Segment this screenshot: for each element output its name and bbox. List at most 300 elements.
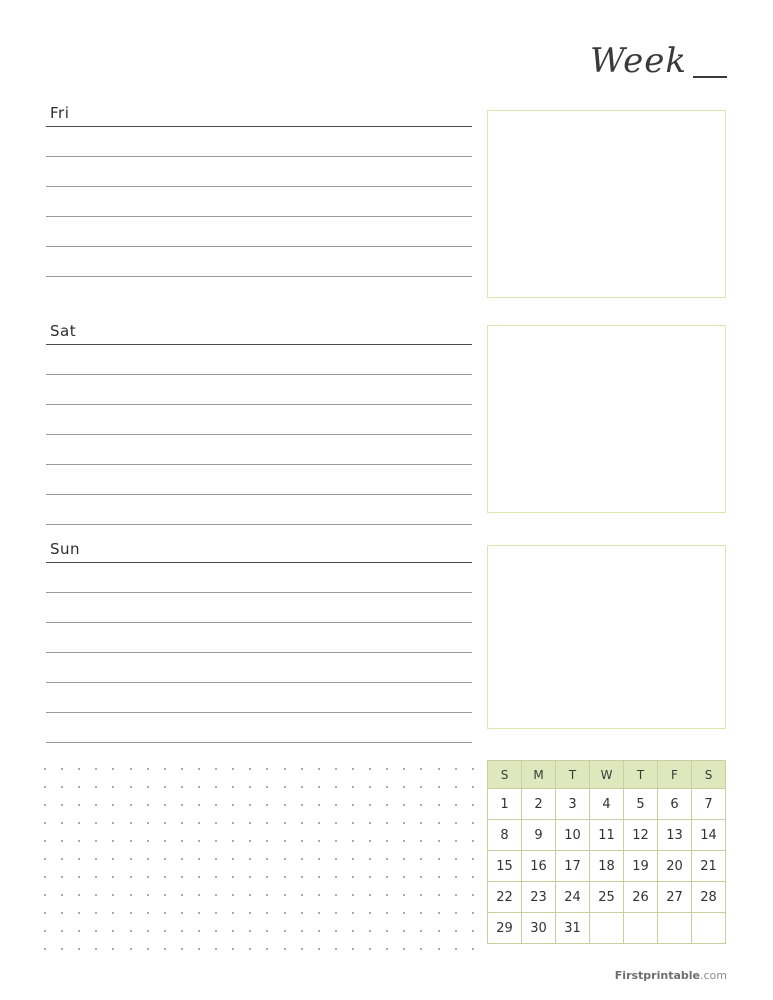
grid-dot	[284, 876, 286, 878]
grid-dot	[95, 894, 97, 896]
day-block-fri	[46, 104, 472, 277]
grid-dot	[301, 768, 303, 770]
grid-dot	[181, 876, 183, 878]
calendar-day-cell[interactable]: 26	[624, 882, 658, 913]
dot-row	[44, 760, 474, 778]
grid-dot	[95, 768, 97, 770]
grid-dot	[420, 768, 422, 770]
grid-dot	[78, 804, 80, 806]
grid-dot	[198, 948, 200, 950]
grid-dot	[232, 948, 234, 950]
calendar-day-cell[interactable]: 29	[488, 913, 522, 944]
calendar-day-cell[interactable]: 11	[590, 820, 624, 851]
grid-dot	[335, 804, 337, 806]
grid-dot	[232, 768, 234, 770]
grid-dot	[112, 786, 114, 788]
grid-dot	[44, 876, 46, 878]
grid-dot	[266, 858, 268, 860]
grid-dot	[181, 912, 183, 914]
grid-dot	[472, 930, 474, 932]
grid-dot	[284, 948, 286, 950]
grid-dot	[232, 876, 234, 878]
grid-dot	[249, 930, 251, 932]
calendar-day-empty	[590, 913, 624, 944]
grid-dot	[266, 876, 268, 878]
grid-dot	[61, 930, 63, 932]
dot-row	[44, 832, 474, 850]
grid-dot	[352, 786, 354, 788]
calendar-week-row	[488, 882, 726, 913]
calendar-week-row	[488, 851, 726, 882]
grid-dot	[78, 858, 80, 860]
grid-dot	[403, 804, 405, 806]
grid-dot	[301, 822, 303, 824]
calendar-week-row	[488, 913, 726, 944]
grid-dot	[455, 804, 457, 806]
line-spacer	[46, 683, 472, 712]
grid-dot	[438, 894, 440, 896]
grid-dot	[318, 912, 320, 914]
grid-dot	[249, 840, 251, 842]
grid-dot	[301, 912, 303, 914]
grid-dot	[301, 894, 303, 896]
calendar-day-cell[interactable]: 8	[488, 820, 522, 851]
grid-dot	[284, 804, 286, 806]
grid-dot	[455, 840, 457, 842]
grid-dot	[301, 858, 303, 860]
line-spacer	[46, 495, 472, 524]
grid-dot	[61, 894, 63, 896]
grid-dot	[198, 894, 200, 896]
line-spacer	[46, 563, 472, 592]
grid-dot	[352, 858, 354, 860]
grid-dot	[403, 930, 405, 932]
grid-dot	[78, 894, 80, 896]
grid-dot	[112, 804, 114, 806]
grid-dot	[164, 876, 166, 878]
grid-dot	[164, 948, 166, 950]
day-label: Sun	[50, 540, 81, 558]
grid-dot	[284, 768, 286, 770]
grid-dot	[318, 876, 320, 878]
grid-dot	[130, 912, 132, 914]
calendar-day-empty	[692, 913, 726, 944]
calendar-day-cell[interactable]: 28	[692, 882, 726, 913]
grid-dot	[249, 948, 251, 950]
grid-dot	[386, 768, 388, 770]
grid-dot	[472, 912, 474, 914]
grid-dot	[44, 912, 46, 914]
grid-dot	[335, 768, 337, 770]
grid-dot	[44, 804, 46, 806]
grid-dot	[215, 804, 217, 806]
grid-dot	[164, 894, 166, 896]
grid-dot	[78, 840, 80, 842]
grid-dot	[147, 804, 149, 806]
grid-dot	[455, 912, 457, 914]
calendar-day-cell[interactable]: 6	[658, 789, 692, 820]
grid-dot	[61, 912, 63, 914]
day-block-sun	[46, 540, 472, 743]
grid-dot	[352, 840, 354, 842]
note-box-sat[interactable]	[487, 325, 726, 513]
grid-dot	[78, 768, 80, 770]
grid-dot	[335, 876, 337, 878]
grid-dot	[232, 930, 234, 932]
grid-dot	[420, 822, 422, 824]
grid-dot	[44, 948, 46, 950]
dot-row	[44, 778, 474, 796]
grid-dot	[232, 858, 234, 860]
grid-dot	[455, 948, 457, 950]
grid-dot	[438, 840, 440, 842]
calendar-day-cell[interactable]: 14	[692, 820, 726, 851]
grid-dot	[130, 840, 132, 842]
grid-dot	[318, 786, 320, 788]
week-number-blank[interactable]	[693, 58, 727, 78]
calendar-day-cell[interactable]: 25	[590, 882, 624, 913]
line-spacer	[46, 653, 472, 682]
calendar-day-cell[interactable]: 22	[488, 882, 522, 913]
grid-dot	[386, 912, 388, 914]
grid-dot	[455, 876, 457, 878]
grid-dot	[112, 822, 114, 824]
grid-dot	[249, 912, 251, 914]
grid-dot	[215, 894, 217, 896]
grid-dot	[301, 786, 303, 788]
grid-dot	[403, 786, 405, 788]
grid-dot	[147, 858, 149, 860]
grid-dot	[284, 858, 286, 860]
grid-dot	[164, 804, 166, 806]
grid-dot	[130, 804, 132, 806]
grid-dot	[198, 912, 200, 914]
line-spacer	[46, 435, 472, 464]
grid-dot	[369, 930, 371, 932]
grid-dot	[147, 840, 149, 842]
calendar-weekday-header: F	[658, 761, 692, 789]
grid-dot	[215, 768, 217, 770]
grid-dot	[164, 768, 166, 770]
grid-dot	[420, 858, 422, 860]
dot-row	[44, 886, 474, 904]
grid-dot	[420, 930, 422, 932]
grid-dot	[335, 822, 337, 824]
grid-dot	[95, 858, 97, 860]
page-title: Week	[589, 41, 687, 81]
grid-dot	[215, 858, 217, 860]
grid-dot	[386, 876, 388, 878]
grid-dot	[61, 822, 63, 824]
calendar-day-cell[interactable]: 30	[522, 913, 556, 944]
calendar-day-cell[interactable]: 24	[556, 882, 590, 913]
writing-line[interactable]	[46, 742, 472, 743]
grid-dot	[420, 948, 422, 950]
grid-dot	[266, 948, 268, 950]
grid-dot	[438, 876, 440, 878]
calendar-day-cell[interactable]: 20	[658, 851, 692, 882]
grid-dot	[352, 822, 354, 824]
calendar-weekday-header: T	[556, 761, 590, 789]
dot-row	[44, 922, 474, 940]
grid-dot	[215, 840, 217, 842]
grid-dot	[266, 768, 268, 770]
grid-dot	[249, 786, 251, 788]
grid-dot	[455, 894, 457, 896]
grid-dot	[78, 912, 80, 914]
grid-dot	[95, 822, 97, 824]
grid-dot	[455, 930, 457, 932]
grid-dot	[369, 786, 371, 788]
dot-row	[44, 796, 474, 814]
grid-dot	[95, 804, 97, 806]
line-spacer	[46, 247, 472, 276]
grid-dot	[198, 822, 200, 824]
grid-dot	[198, 768, 200, 770]
grid-dot	[181, 858, 183, 860]
calendar-day-cell[interactable]: 7	[692, 789, 726, 820]
grid-dot	[266, 840, 268, 842]
grid-dot	[318, 948, 320, 950]
grid-dot	[198, 876, 200, 878]
grid-dot	[112, 912, 114, 914]
calendar-body[interactable]	[488, 789, 726, 944]
writing-line[interactable]	[46, 276, 472, 277]
calendar-day-cell[interactable]: 17	[556, 851, 590, 882]
grid-dot	[232, 840, 234, 842]
dot-row	[44, 814, 474, 832]
calendar-weekday-header: S	[488, 761, 522, 789]
dot-grid-notes-area[interactable]	[44, 760, 474, 950]
grid-dot	[232, 786, 234, 788]
grid-dot	[95, 840, 97, 842]
calendar-day-cell[interactable]: 16	[522, 851, 556, 882]
mini-calendar[interactable]	[487, 760, 726, 944]
line-spacer	[46, 157, 472, 186]
day-label: Fri	[50, 104, 70, 122]
grid-dot	[61, 804, 63, 806]
grid-dot	[61, 876, 63, 878]
calendar-day-cell[interactable]: 13	[658, 820, 692, 851]
grid-dot	[130, 786, 132, 788]
dot-row	[44, 904, 474, 922]
grid-dot	[130, 930, 132, 932]
grid-dot	[472, 768, 474, 770]
calendar-week-row	[488, 789, 726, 820]
grid-dot	[369, 822, 371, 824]
footer-watermark	[615, 969, 727, 982]
grid-dot	[181, 894, 183, 896]
line-spacer	[46, 465, 472, 494]
grid-dot	[438, 858, 440, 860]
grid-dot	[352, 768, 354, 770]
grid-dot	[112, 876, 114, 878]
grid-dot	[301, 876, 303, 878]
grid-dot	[403, 768, 405, 770]
grid-dot	[438, 948, 440, 950]
grid-dot	[112, 930, 114, 932]
grid-dot	[249, 858, 251, 860]
grid-dot	[249, 822, 251, 824]
calendar-day-cell[interactable]: 12	[624, 820, 658, 851]
grid-dot	[78, 786, 80, 788]
grid-dot	[44, 786, 46, 788]
grid-dot	[472, 948, 474, 950]
grid-dot	[215, 912, 217, 914]
grid-dot	[266, 894, 268, 896]
grid-dot	[335, 948, 337, 950]
grid-dot	[232, 822, 234, 824]
grid-dot	[352, 948, 354, 950]
grid-dot	[438, 768, 440, 770]
grid-dot	[403, 876, 405, 878]
grid-dot	[61, 858, 63, 860]
calendar-day-cell[interactable]: 3	[556, 789, 590, 820]
grid-dot	[112, 894, 114, 896]
grid-dot	[61, 786, 63, 788]
grid-dot	[249, 894, 251, 896]
grid-dot	[335, 930, 337, 932]
calendar-day-cell[interactable]: 10	[556, 820, 590, 851]
grid-dot	[403, 948, 405, 950]
calendar-weekday-header: S	[692, 761, 726, 789]
grid-dot	[130, 948, 132, 950]
line-spacer	[46, 187, 472, 216]
grid-dot	[249, 876, 251, 878]
note-box-sun[interactable]	[487, 545, 726, 729]
grid-dot	[369, 948, 371, 950]
note-box-fri[interactable]	[487, 110, 726, 298]
grid-dot	[147, 876, 149, 878]
calendar-day-cell[interactable]: 1	[488, 789, 522, 820]
grid-dot	[215, 876, 217, 878]
grid-dot	[403, 894, 405, 896]
calendar-day-cell[interactable]: 21	[692, 851, 726, 882]
calendar-day-cell[interactable]: 15	[488, 851, 522, 882]
calendar-day-empty	[658, 913, 692, 944]
calendar-day-cell[interactable]: 19	[624, 851, 658, 882]
grid-dot	[215, 786, 217, 788]
grid-dot	[147, 894, 149, 896]
grid-dot	[130, 822, 132, 824]
grid-dot	[352, 894, 354, 896]
grid-dot	[266, 786, 268, 788]
grid-dot	[44, 894, 46, 896]
calendar-day-cell[interactable]: 31	[556, 913, 590, 944]
grid-dot	[284, 894, 286, 896]
grid-dot	[112, 948, 114, 950]
line-spacer	[46, 713, 472, 742]
grid-dot	[181, 840, 183, 842]
grid-dot	[455, 786, 457, 788]
grid-dot	[95, 912, 97, 914]
grid-dot	[472, 822, 474, 824]
grid-dot	[438, 912, 440, 914]
grid-dot	[318, 804, 320, 806]
line-spacer	[46, 375, 472, 404]
grid-dot	[44, 840, 46, 842]
grid-dot	[181, 786, 183, 788]
grid-dot	[284, 786, 286, 788]
grid-dot	[420, 912, 422, 914]
grid-dot	[181, 768, 183, 770]
grid-dot	[95, 930, 97, 932]
grid-dot	[455, 858, 457, 860]
grid-dot	[44, 768, 46, 770]
grid-dot	[78, 876, 80, 878]
calendar-day-cell[interactable]: 27	[658, 882, 692, 913]
grid-dot	[44, 858, 46, 860]
grid-dot	[164, 858, 166, 860]
grid-dot	[386, 930, 388, 932]
grid-dot	[284, 912, 286, 914]
grid-dot	[369, 912, 371, 914]
grid-dot	[472, 804, 474, 806]
grid-dot	[61, 948, 63, 950]
grid-dot	[386, 894, 388, 896]
grid-dot	[181, 804, 183, 806]
grid-dot	[472, 858, 474, 860]
grid-dot	[438, 822, 440, 824]
grid-dot	[61, 768, 63, 770]
grid-dot	[95, 876, 97, 878]
grid-dot	[472, 894, 474, 896]
grid-dot	[318, 768, 320, 770]
dot-row	[44, 868, 474, 886]
calendar-day-cell[interactable]: 5	[624, 789, 658, 820]
grid-dot	[181, 930, 183, 932]
calendar-day-cell[interactable]: 9	[522, 820, 556, 851]
grid-dot	[438, 804, 440, 806]
line-spacer	[46, 623, 472, 652]
grid-dot	[318, 894, 320, 896]
grid-dot	[78, 822, 80, 824]
grid-dot	[386, 840, 388, 842]
calendar-day-cell[interactable]: 2	[522, 789, 556, 820]
grid-dot	[147, 930, 149, 932]
grid-dot	[369, 840, 371, 842]
grid-dot	[403, 840, 405, 842]
calendar-day-cell[interactable]: 18	[590, 851, 624, 882]
calendar-day-cell[interactable]: 4	[590, 789, 624, 820]
grid-dot	[284, 840, 286, 842]
grid-dot	[352, 930, 354, 932]
grid-dot	[403, 912, 405, 914]
grid-dot	[284, 822, 286, 824]
grid-dot	[403, 858, 405, 860]
grid-dot	[215, 948, 217, 950]
line-spacer	[46, 127, 472, 156]
line-spacer	[46, 345, 472, 374]
grid-dot	[198, 840, 200, 842]
grid-dot	[352, 912, 354, 914]
writing-line[interactable]	[46, 524, 472, 525]
line-spacer	[46, 405, 472, 434]
grid-dot	[147, 822, 149, 824]
grid-dot	[438, 930, 440, 932]
grid-dot	[335, 912, 337, 914]
grid-dot	[112, 768, 114, 770]
grid-dot	[232, 894, 234, 896]
grid-dot	[181, 948, 183, 950]
calendar-day-cell[interactable]: 23	[522, 882, 556, 913]
grid-dot	[420, 786, 422, 788]
grid-dot	[369, 804, 371, 806]
grid-dot	[44, 930, 46, 932]
grid-dot	[472, 840, 474, 842]
grid-dot	[78, 948, 80, 950]
grid-dot	[318, 858, 320, 860]
